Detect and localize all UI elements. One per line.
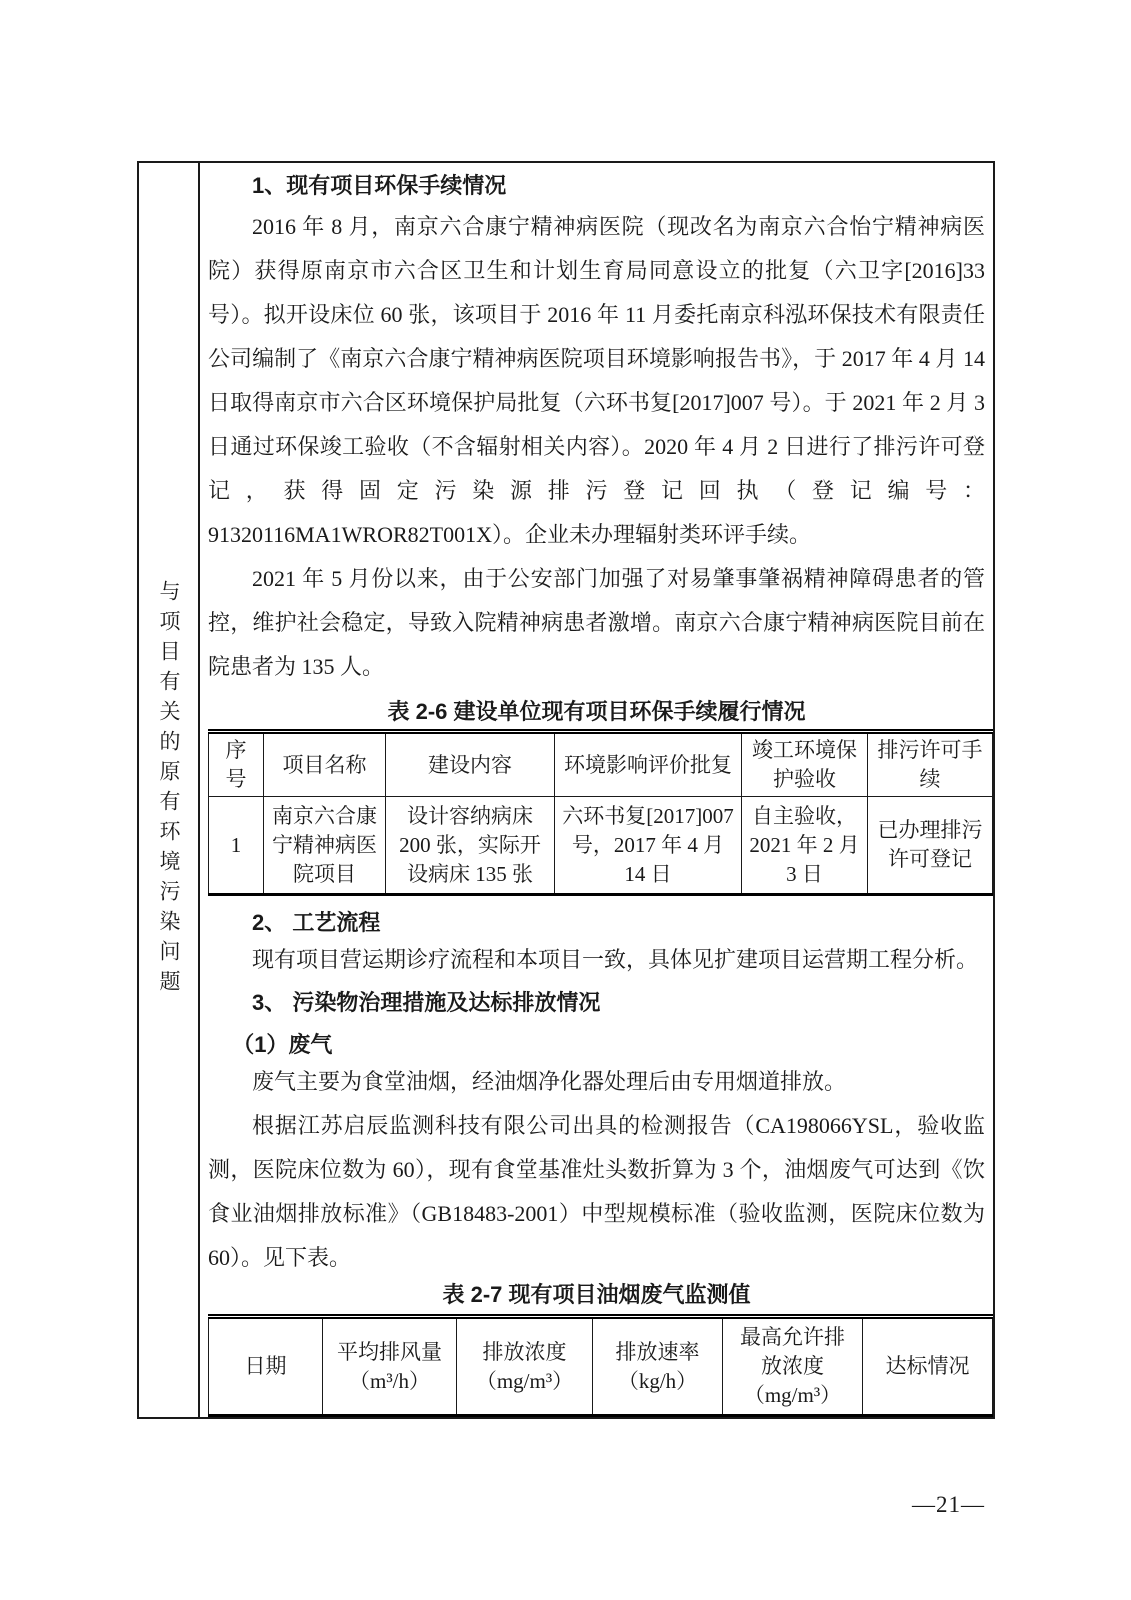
section-2-heading: 2、 工艺流程 <box>252 910 381 935</box>
page-number: —21— <box>912 1492 985 1517</box>
table-2-6-header-row <box>209 732 993 797</box>
paragraph-process-flow: 现有项目营运期诊疗流程和本项目一致，具体见扩建项目运营期工程分析。 <box>252 947 979 972</box>
col-header-eia: 环境影响评价批复 <box>555 732 742 797</box>
section-3-heading: 3、 污染物治理措施及达标排放情况 <box>252 990 601 1015</box>
col-header-air-volume: 平均排风量（m³/h） <box>323 1317 457 1416</box>
cell-eia: 六环书复[2017]007 号，2017 年 4 月 14 日 <box>555 797 742 895</box>
col-header-project: 项目名称 <box>264 732 386 797</box>
paragraph-permit-history: 2016 年 8 月，南京六合康宁精神病医院（现改名为南京六合怡宁精神病医院）获得原南京市六合区卫生和计划生育局同意设立的批复（六卫字[2016]33 号）。拟开设床位 60 张，该项目于 2016 年 11 月委托南京科泓环保技术有限责任公司编制了《南京六合康宁精神病医院项目环境影响报告书》，于 2017 年 4 月 14 日取得南京市六合区环境保护局批复（六环书复[2017]007 号）。于 2021 年 2 月 3 日通过环保竣工验收（不含辐射相关内容）。2020 年 4 月 2 日进行了排污许可登记，获得固定污染源排污登记回执（登记编号：91320116MA1WROR82T001X）。企业未办理辐射类环评手续。 <box>208 214 985 547</box>
col-header-permit: 排污许可手续 <box>868 732 993 797</box>
table-2-7-title: 表 2-7 现有项目油烟废气监测值 <box>442 1282 751 1307</box>
cell-project: 南京六合康宁精神病医院项目 <box>264 797 386 895</box>
paragraph-monitoring-report: 根据江苏启辰监测科技有限公司出具的检测报告（CA198066YSL，验收监测，医院床位数为 60），现有食堂基准灶头数折算为 3 个，油烟废气可达到《饮食业油烟排放标准》（GB18483-2001）中型规模标准（验收监测，医院床位数为 60）。见下表。 <box>208 1113 985 1270</box>
col-header-concentration: 排放浓度（mg/m³） <box>457 1317 593 1416</box>
cell-permit: 已办理排污许可登记 <box>868 797 993 895</box>
report-frame <box>137 161 995 1419</box>
table-2-7-header-row <box>209 1317 993 1416</box>
paragraph-patient-increase: 2021 年 5 月份以来，由于公安部门加强了对易肇事肇祸精神障碍患者的管控，维护社会稳定，导致入院精神病患者激增。南京六合康宁精神病医院目前在院患者为 135 人。 <box>208 566 985 679</box>
table-2-6-title: 表 2-6 建设单位现有项目环保手续履行情况 <box>387 699 806 724</box>
section-1-heading: 1、现有项目环保手续情况 <box>252 173 507 198</box>
cell-content: 设计容纳病床 200 张，实际开设病床 135 张 <box>386 797 555 895</box>
col-header-compliance: 达标情况 <box>863 1317 993 1416</box>
table-row <box>209 797 993 895</box>
col-header-acceptance: 竣工环境保护验收 <box>742 732 868 797</box>
cell-seq: 1 <box>209 797 264 895</box>
col-header-content: 建设内容 <box>386 732 555 797</box>
table-2-7-block <box>208 1280 985 1417</box>
col-header-seq: 序号 <box>209 732 264 797</box>
row-header-cell <box>139 163 200 1417</box>
row-header-label: 与项目有关的原有环境污染问题 <box>157 580 181 1000</box>
table-2-6 <box>208 729 993 896</box>
col-header-max-allowed: 最高允许排放浓度（mg/m³） <box>723 1317 863 1416</box>
cell-acceptance: 自主验收，2021 年 2 月 3 日 <box>742 797 868 895</box>
col-header-date: 日期 <box>209 1317 323 1416</box>
col-header-rate: 排放速率（kg/h） <box>593 1317 723 1416</box>
paragraph-waste-gas: 废气主要为食堂油烟，经油烟净化器处理后由专用烟道排放。 <box>252 1069 847 1094</box>
subsection-waste-gas-heading: （1）废气 <box>232 1032 333 1057</box>
table-2-7 <box>208 1314 993 1417</box>
content-cell <box>200 163 993 1417</box>
